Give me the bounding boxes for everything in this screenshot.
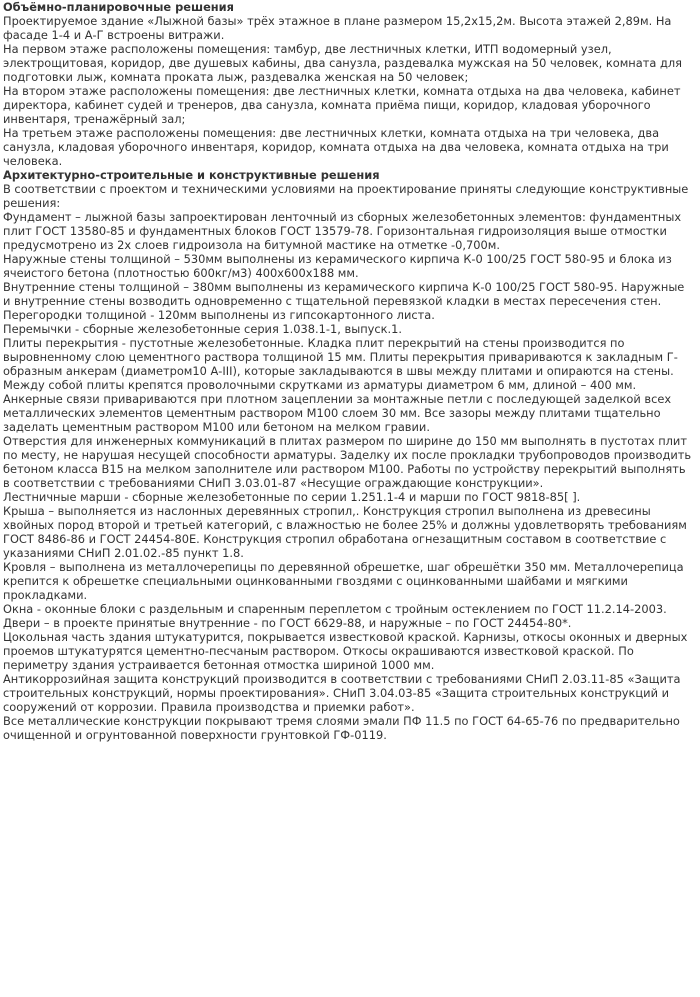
paragraph: Плиты перекрытия - пустотные железобетонные. Кладка плит перекрытий на стены производится по выровненному слою цементного раствора толщиной 15 мм. Плиты перекрытия привариваются к закладным Г-образным анкерам (диаметром10 А-III), которые закладываются в швы между плитами и опираются на стены. Между собой плиты крепятся проволочными скрутками из арматуры диаметром 6 мм, длиной – 400 мм.: [3, 336, 678, 392]
paragraph: Антикоррозийная защита конструкций производится в соответствии с требованиями СНиП 2.03.11-85 «Защита строительных конструкций, нормы проектирования». СНиП 3.04.03-85 «Защита строительных конструкций и сооружений от коррозии. Правила производства и приемки работ».: [3, 672, 681, 714]
paragraph: Отверстия для инженерных коммуникаций в плитах размером по ширине до 150 мм выполнять в пустотах плит по месту, не нарушая несущей способности арматуры. Заделку их после прокладки трубопроводов производить бетоном класса В15 на мелком заполнителе или раствором М100. Работы по устройству перекрытий выполнять в соответствии с требованиями СНиП 3.03.01-87 «Несущие ограждающие конструкции».: [3, 434, 692, 490]
paragraph: Перегородки толщиной - 120мм выполнены из гипсокартонного листа.: [3, 308, 435, 322]
paragraph: Внутренние стены толщиной – 380мм выполнены из керамического кирпича К-0 100/25 ГОСТ 580-95. Наружные и внутренние стены возводить одновременно с тщательной перевязкой кладки в местах пересечения стен.: [3, 280, 685, 308]
paragraph: Фундамент – лыжной базы запроектирован ленточный из сборных железобетонных элементов: фундаментных плит ГОСТ 13580-85 и фундаментных блоков ГОСТ 13579-78. Горизонтальная гидроизоляция выше отмостки предусмотрено из 2х слоев гидроизола на битумной мастике на отметке -0,700м.: [3, 210, 682, 252]
paragraph: Цокольная часть здания штукатурится, покрывается известковой краской. Карнизы, откосы оконных и дверных проемов штукатурятся цементно-песчаным раствором. Откосы окрашиваются известковой краской. По периметру здания устраивается бетонная отмостка шириной 1000 мм.: [3, 630, 688, 672]
section-heading-construction: Архитектурно-строительные и конструктивные решения: [3, 168, 380, 182]
paragraph: Крыша – выполняется из наслонных деревянных стропил,. Конструкция стропил выполнена из древесины хвойных пород второй и третьей категорий, с влажностью не более 25% и должны удовлетворять требованиям ГОСТ 8486-86 и ГОСТ 24454-80Е. Конструкция стропил обработана огнезащитным составом в соответствие с указаниями СНиП 2.01.02.-85 пункт 1.8.: [3, 504, 687, 560]
paragraph: Проектируемое здание «Лыжной базы» трёх этажное в плане размером 15,2х15,2м. Высота этажей 2,89м. На фасаде 1-4 и А-Г встроены витражи.: [3, 14, 672, 42]
paragraph: Все металлические конструкции покрывают тремя слоями эмали ПФ 11.5 по ГОСТ 64-65-76 по предварительно очищенной и огрунтованной поверхности грунтовкой ГФ-0119.: [3, 714, 680, 742]
paragraph: Двери – в проекте принятые внутренние - по ГОСТ 6629-88, и наружные – по ГОСТ 24454-80*.: [3, 616, 572, 630]
paragraph: Наружные стены толщиной – 530мм выполнены из керамического кирпича К-0 100/25 ГОСТ 580-95 и блока из ячеистого бетона (плотностью 600кг/м3) 400х600х188 мм.: [3, 252, 672, 280]
paragraph: В соответствии с проектом и техническими условиями на проектирование приняты следующие конструктивные решения:: [3, 182, 689, 210]
paragraph: Кровля – выполнена из металлочерепицы по деревянной обрешетке, шаг обрешётки 350 мм. Металлочерепица крепится к обрешетке специальными оцинкованными гвоздями с оцинкованными шайбами и мягкими прокладками.: [3, 560, 684, 602]
paragraph: На первом этаже расположены помещения: тамбур, две лестничных клетки, ИТП водомерный узел, электрощитовая, коридор, две душевых кабины, два санузла, раздевалка мужская на 50 человек, комната для подготовки лыж, комната проката лыж, раздевалка женская на 50 человек;: [3, 42, 682, 84]
section-heading-planning: Объёмно-планировочные решения: [3, 0, 234, 14]
paragraph: Анкерные связи привариваются при плотном зацеплении за монтажные петли с последующей заделкой всех металлических элементов цементным раствором М100 слоем 30 мм. Все зазоры между плитами тщательно заделать цементным раствором М100 или бетоном на мелком гравии.: [3, 392, 672, 434]
paragraph: Лестничные марши - сборные железобетонные по серии 1.251.1-4 и марши по ГОСТ 9818-85[ ].: [3, 490, 581, 504]
paragraph: На втором этаже расположены помещения: две лестничных клетки, комната отдыха на два человека, кабинет директора, кабинет судей и тренеров, два санузла, комната приёма пищи, коридор, кладовая уборочного инвентаря, тренажёрный зал;: [3, 84, 681, 126]
paragraph: Окна - оконные блоки с раздельным и спаренным переплетом с тройным остеклением по ГОСТ 11.2.14-2003.: [3, 602, 667, 616]
paragraph: На третьем этаже расположены помещения: две лестничных клетки, комната отдыха на три человека, два санузла, кладовая уборочного инвентаря, коридор, комната отдыха на два человека, комната отдыха на три человека.: [3, 126, 669, 168]
paragraph: Перемычки - сборные железобетонные серия 1.038.1-1, выпуск.1.: [3, 322, 403, 336]
